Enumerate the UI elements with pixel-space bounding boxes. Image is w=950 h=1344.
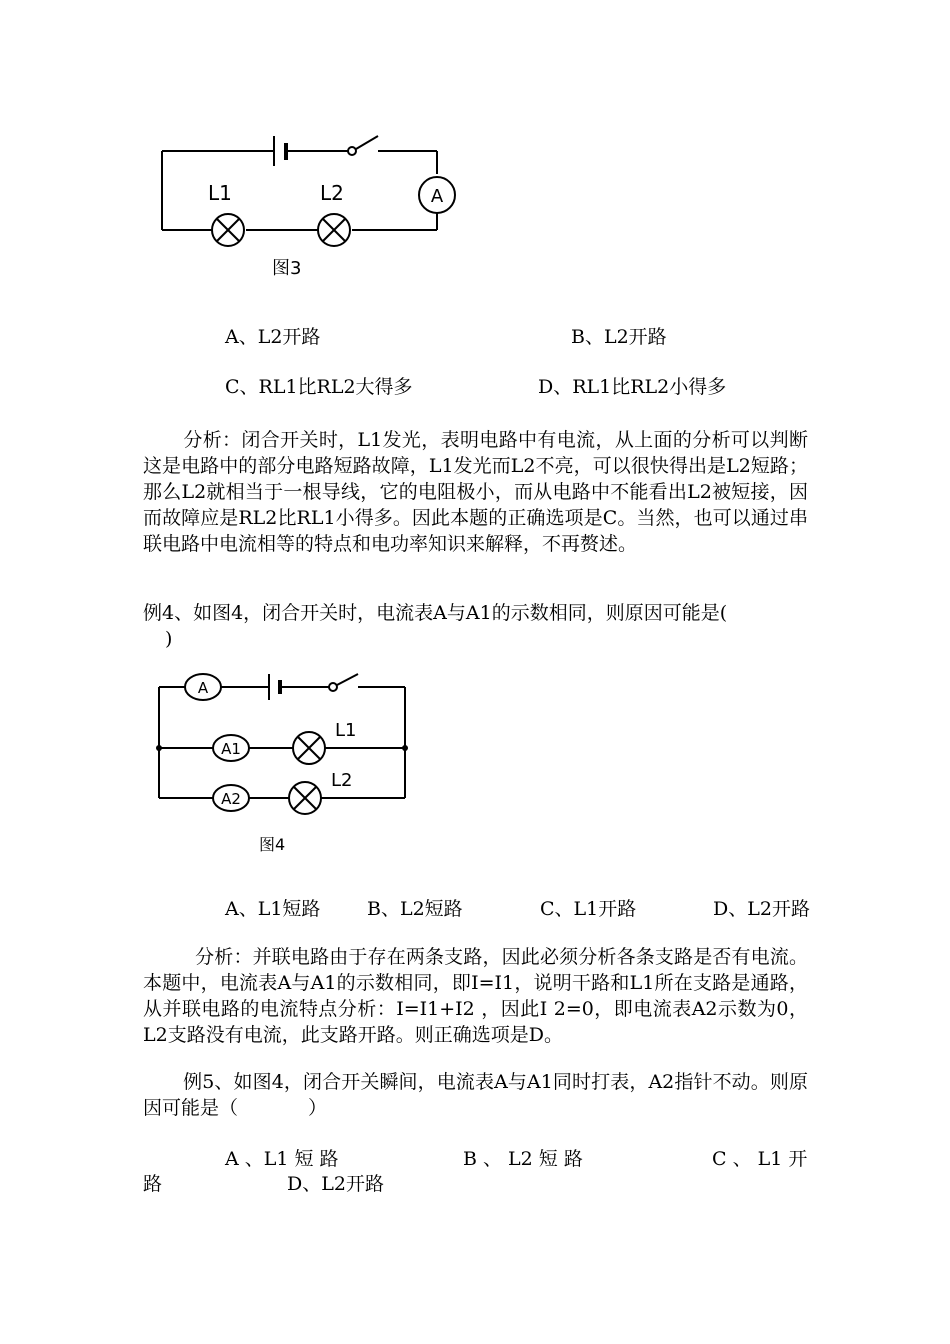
ammeter-a2-label: A2 — [221, 790, 241, 808]
ammeter-a-label: A — [197, 679, 209, 697]
q5-option-c: C 、 L1 开 — [712, 1148, 808, 1170]
q4-option-d: D、L2开路 — [713, 898, 810, 920]
example-5-question-text: 例5、如图4，闭合开关瞬间，电流表A与A1同时打表，A2指针不动。则原因可能是（ — [143, 1071, 808, 1119]
q5-option-d: D、L2开路 — [287, 1173, 384, 1195]
circuit-diagram-4 — [145, 660, 430, 865]
figure-3-circuit — [150, 118, 470, 290]
figure-4-caption: 图4 — [259, 835, 286, 854]
q3-option-a: A、L2开路 — [225, 326, 321, 348]
figure-4-circuit — [145, 660, 430, 865]
q4-option-c: C、L1开路 — [540, 898, 637, 920]
lamp-l1-label: L1 — [335, 720, 357, 741]
lamp-l2-label: L2 — [320, 181, 344, 205]
analysis-4 — [143, 944, 808, 1048]
lamp-l2-label: L2 — [331, 770, 353, 791]
example-4-question-end: ) — [165, 628, 173, 650]
lamp-l1-label: L1 — [208, 181, 232, 205]
example-4-question-text: 例4、如图4，闭合开关时，电流表A与A1的示数相同，则原因可能是( — [143, 602, 728, 624]
q5-option-b: B 、 L2 短 路 — [463, 1148, 583, 1170]
example-5-question — [143, 1069, 808, 1121]
ammeter-a1-label: A1 — [221, 740, 241, 758]
example-4-question — [143, 600, 808, 652]
ammeter-label: A — [430, 186, 444, 207]
analysis-3-text: 分析：闭合开关时，L1发光，表明电路中有电流，从上面的分析可以判断这是电路中的部分电路短路故障，L1发光而L2不亮，可以很快得出是L2短路；那么L2就相当于一根导线，它的电阻极小，而从电路中不能看出L2被短接，因而故障应是RL2比RL1小得多。因此本题的正确选项是C。当然，也可以通过串联电路中电流相等的特点和电功率知识来解释，不再赘述。 — [143, 429, 808, 555]
q5-option-c-continued: 路 — [143, 1173, 163, 1195]
q3-option-b: B、L2开路 — [571, 326, 667, 348]
q3-option-d: D、RL1比RL2小得多 — [538, 376, 727, 398]
analysis-4-text: 分析：并联电路由于存在两条支路，因此必须分析各条支路是否有电流。本题中，电流表A与A1的示数相同，即I=I1，说明干路和L1所在支路是通路，从并联电路的电流特点分析：I=I1+I2 ，因此I 2=0，即电流表A2示数为0，L2支路没有电流，此支路开路。则正确选项是D。 — [143, 946, 808, 1046]
circuit-diagram-3 — [150, 118, 470, 290]
q4-option-a: A、L1短路 — [225, 898, 321, 920]
analysis-3 — [143, 427, 808, 557]
example-5-question-end: ） — [308, 1097, 328, 1119]
figure-3-caption: 图3 — [272, 258, 302, 279]
q3-option-c: C、RL1比RL2大得多 — [225, 376, 413, 398]
q5-option-a: A 、L1 短 路 — [225, 1148, 339, 1170]
q4-option-b: B、L2短路 — [367, 898, 463, 920]
